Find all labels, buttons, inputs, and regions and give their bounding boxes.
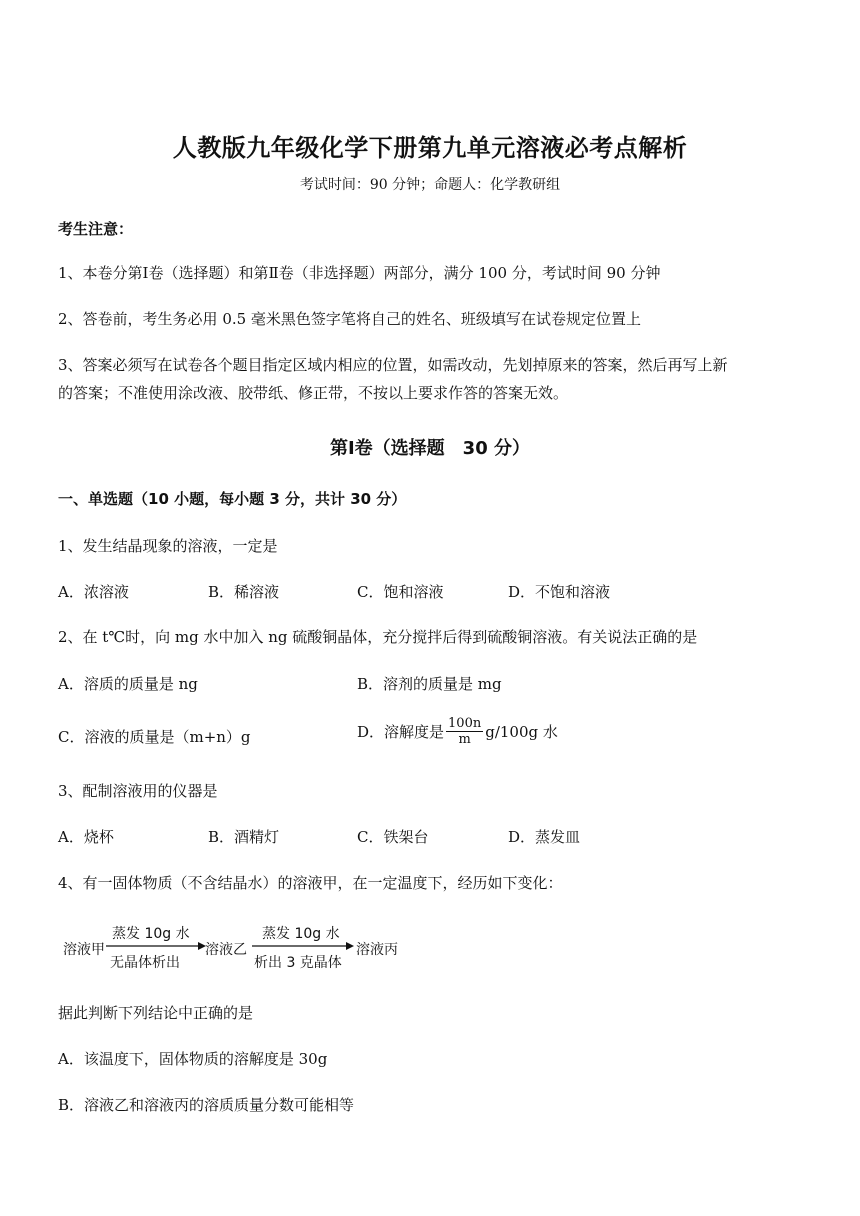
question-1-stem: 1、发生结晶现象的溶液，一定是 — [58, 537, 278, 555]
q3-option-d: D．蒸发皿 — [508, 828, 581, 846]
q1-option-c: C．饱和溶液 — [357, 583, 444, 601]
q2-option-d-suffix: g/100g 水 — [485, 723, 558, 741]
question-3-stem: 3、配制溶液用的仪器是 — [58, 782, 218, 800]
question-4-stem: 4、有一固体物质（不含结晶水）的溶液甲，在一定温度下，经历如下变化： — [58, 874, 563, 892]
q1-option-d: D．不饱和溶液 — [508, 583, 611, 601]
notice-item-1: 1、本卷分第Ⅰ卷（选择题）和第Ⅱ卷（非选择题）两部分，满分 100 分，考试时间 90 分钟 — [58, 264, 661, 282]
q2-option-d — [357, 716, 558, 747]
arrow-2 — [252, 939, 354, 953]
arrow2-condition-top: 蒸发 10g 水 — [262, 926, 340, 942]
node-solution-yi: 溶液乙 — [205, 942, 247, 958]
notice-item-2: 2、答卷前，考生务必用 0.5 毫米黑色签字笔将自己的姓名、班级填写在试卷规定位置上 — [58, 310, 641, 328]
notice-heading: 考生注意： — [58, 220, 134, 238]
fraction-numerator: 100n — [448, 716, 482, 731]
part-heading: 一、单选题（10 小题，每小题 3 分，共计 30 分） — [58, 490, 407, 508]
arrow1-condition-bottom: 无晶体析出 — [110, 955, 180, 971]
question-2-stem: 2、在 t℃时，向 mg 水中加入 ng 硫酸铜晶体，充分搅拌后得到硫酸铜溶液。有关说法正确的是 — [58, 628, 698, 646]
q2-option-a: A．溶质的质量是 ng — [58, 675, 198, 693]
q3-option-b: B．酒精灯 — [208, 828, 280, 846]
arrow-1 — [106, 939, 206, 953]
node-solution-bing: 溶液丙 — [356, 942, 398, 958]
solubility-fraction — [446, 716, 483, 747]
q4-option-b: B．溶液乙和溶液丙的溶质质量分数可能相等 — [58, 1096, 355, 1114]
q1-option-b: B．稀溶液 — [208, 583, 280, 601]
page-title: 人教版九年级化学下册第九单元溶液必考点解析 — [172, 134, 688, 162]
arrow1-condition-top: 蒸发 10g 水 — [112, 926, 190, 942]
q4-option-a: A．该温度下，固体物质的溶解度是 30g — [58, 1050, 328, 1068]
fraction-denominator: m — [458, 732, 471, 747]
arrow2-condition-bottom: 析出 3 克晶体 — [254, 955, 342, 971]
node-solution-jia: 溶液甲 — [63, 942, 105, 958]
q3-option-a: A．烧杯 — [58, 828, 114, 846]
q2-option-b: B．溶剂的质量是 mg — [357, 675, 502, 693]
exam-info: 考试时间：90 分钟；命题人：化学教研组 — [299, 177, 561, 193]
q2-option-c: C．溶液的质量是（m+n）g — [58, 728, 251, 746]
question-4-lead: 据此判断下列结论中正确的是 — [58, 1004, 254, 1022]
notice-item-3-cont: 的答案；不准使用涂改液、胶带纸、修正带，不按以上要求作答的答案无效。 — [58, 384, 569, 402]
process-diagram — [58, 922, 418, 972]
q3-option-c: C．铁架台 — [357, 828, 429, 846]
section-title: 第Ⅰ卷（选择题 30 分） — [329, 438, 530, 459]
q2-option-d-prefix: D．溶解度是 — [357, 723, 445, 741]
notice-item-3: 3、答案必须写在试卷各个题目指定区域内相应的位置，如需改动，先划掉原来的答案，然后再写上新 — [58, 356, 728, 374]
q1-option-a: A．浓溶液 — [58, 583, 129, 601]
